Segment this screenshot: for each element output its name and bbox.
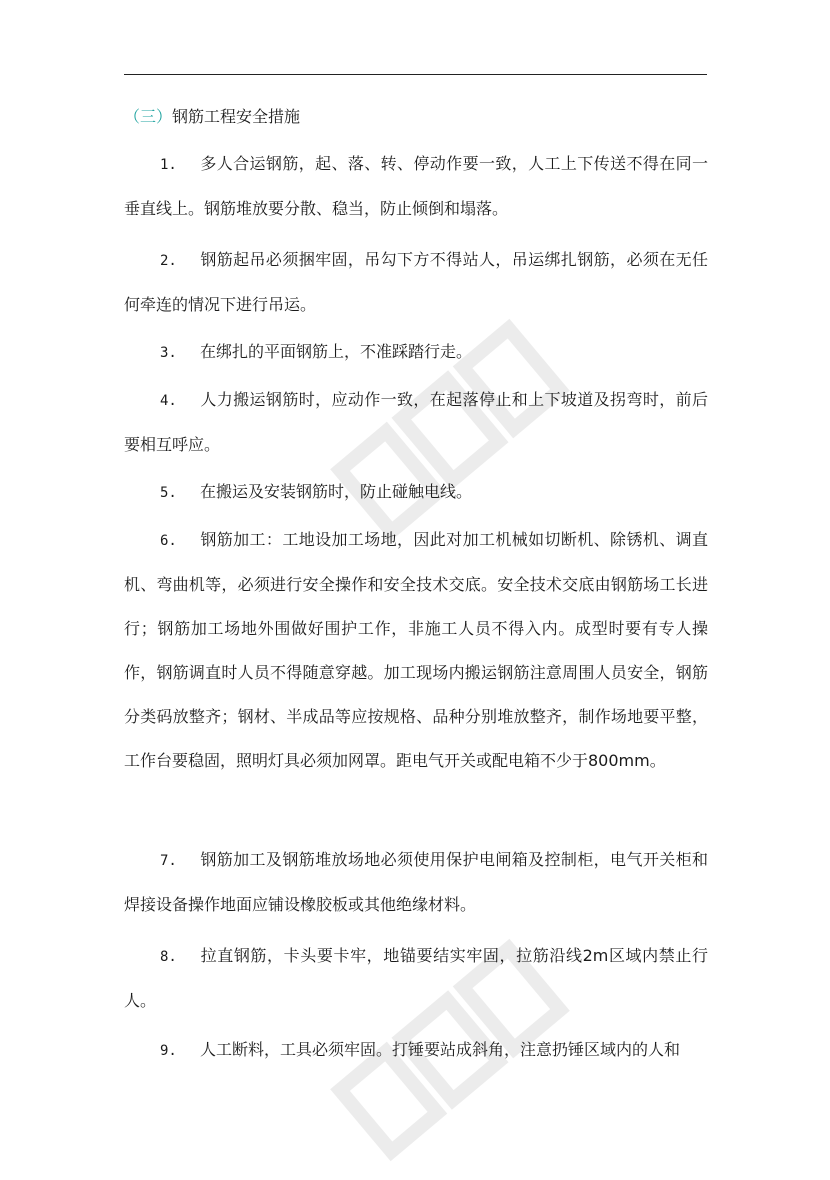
item-index: 6. (160, 533, 177, 549)
item-text: 多人合运钢筋，起、落、转、停动作要一致，人工上下传送不得在同一垂直线上。钢筋堆放要分散、稳当，防止倾倒和塌落。 (124, 154, 708, 218)
item-text: 拉直钢筋，卡头要卡牢，地锚要结实牢固，拉筋沿线2m区域内禁止行人。 (124, 946, 708, 1010)
item-text: 人工断料，工具必须牢固。打锤要站成斜角，注意扔锤区域内的人和 (200, 1040, 681, 1059)
section-title: 钢筋工程安全措施 (172, 107, 301, 126)
list-item (124, 142, 708, 231)
item-index: 4. (160, 393, 177, 409)
item-index: 7. (160, 853, 177, 869)
item-text: 在绑扎的平面钢筋上，不准踩踏行走。 (200, 342, 473, 361)
item-text: 钢筋起吊必须捆牢固，吊勾下方不得站人，吊运绑扎钢筋，必须在无任何牵连的情况下进行吊运。 (124, 250, 708, 314)
item-index: 3. (160, 345, 177, 361)
list-item (124, 1028, 708, 1073)
item-index: 1. (160, 157, 177, 173)
list-item (124, 470, 708, 515)
item-index: 2. (160, 253, 177, 269)
item-text: 人力搬运钢筋时，应动作一致，在起落停止和上下坡道及拐弯时，前后要相互呼应。 (124, 390, 708, 454)
item-index: 9. (160, 1043, 177, 1059)
item-text: 钢筋加工及钢筋堆放场地必须使用保护电闸箱及控制柜，电气开关柜和焊接设备操作地面应铺设橡胶板或其他绝缘材料。 (124, 850, 708, 914)
item-text: 钢筋加工：工地设加工场地，因此对加工机械如切断机、除锈机、调直机、弯曲机等，必须进行安全操作和安全技术交底。安全技术交底由钢筋场工长进行；钢筋加工场地外围做好围护工作，非施工人员不得入内。成型时要有专人操作，钢筋调直时人员不得随意穿越。加工现场内搬运钢筋注意周围人员安全，钢筋分类码放整齐；钢材、半成品等应按规格、品种分别堆放整齐，制作场地要平整，工作台要稳固，照明灯具必须加网罩。距电气开关或配电箱不少于800mm。 (124, 530, 708, 770)
section-heading (124, 102, 300, 132)
header-rule (124, 74, 707, 75)
list-item (124, 378, 708, 467)
list-item (124, 238, 708, 327)
section-number: （三） (124, 107, 173, 126)
list-item (124, 934, 708, 1023)
list-item (124, 518, 708, 783)
item-text: 在搬运及安装钢筋时，防止碰触电线。 (200, 482, 473, 501)
item-index: 5. (160, 485, 177, 501)
list-item (124, 330, 708, 375)
item-index: 8. (160, 949, 177, 965)
list-item (124, 838, 708, 927)
